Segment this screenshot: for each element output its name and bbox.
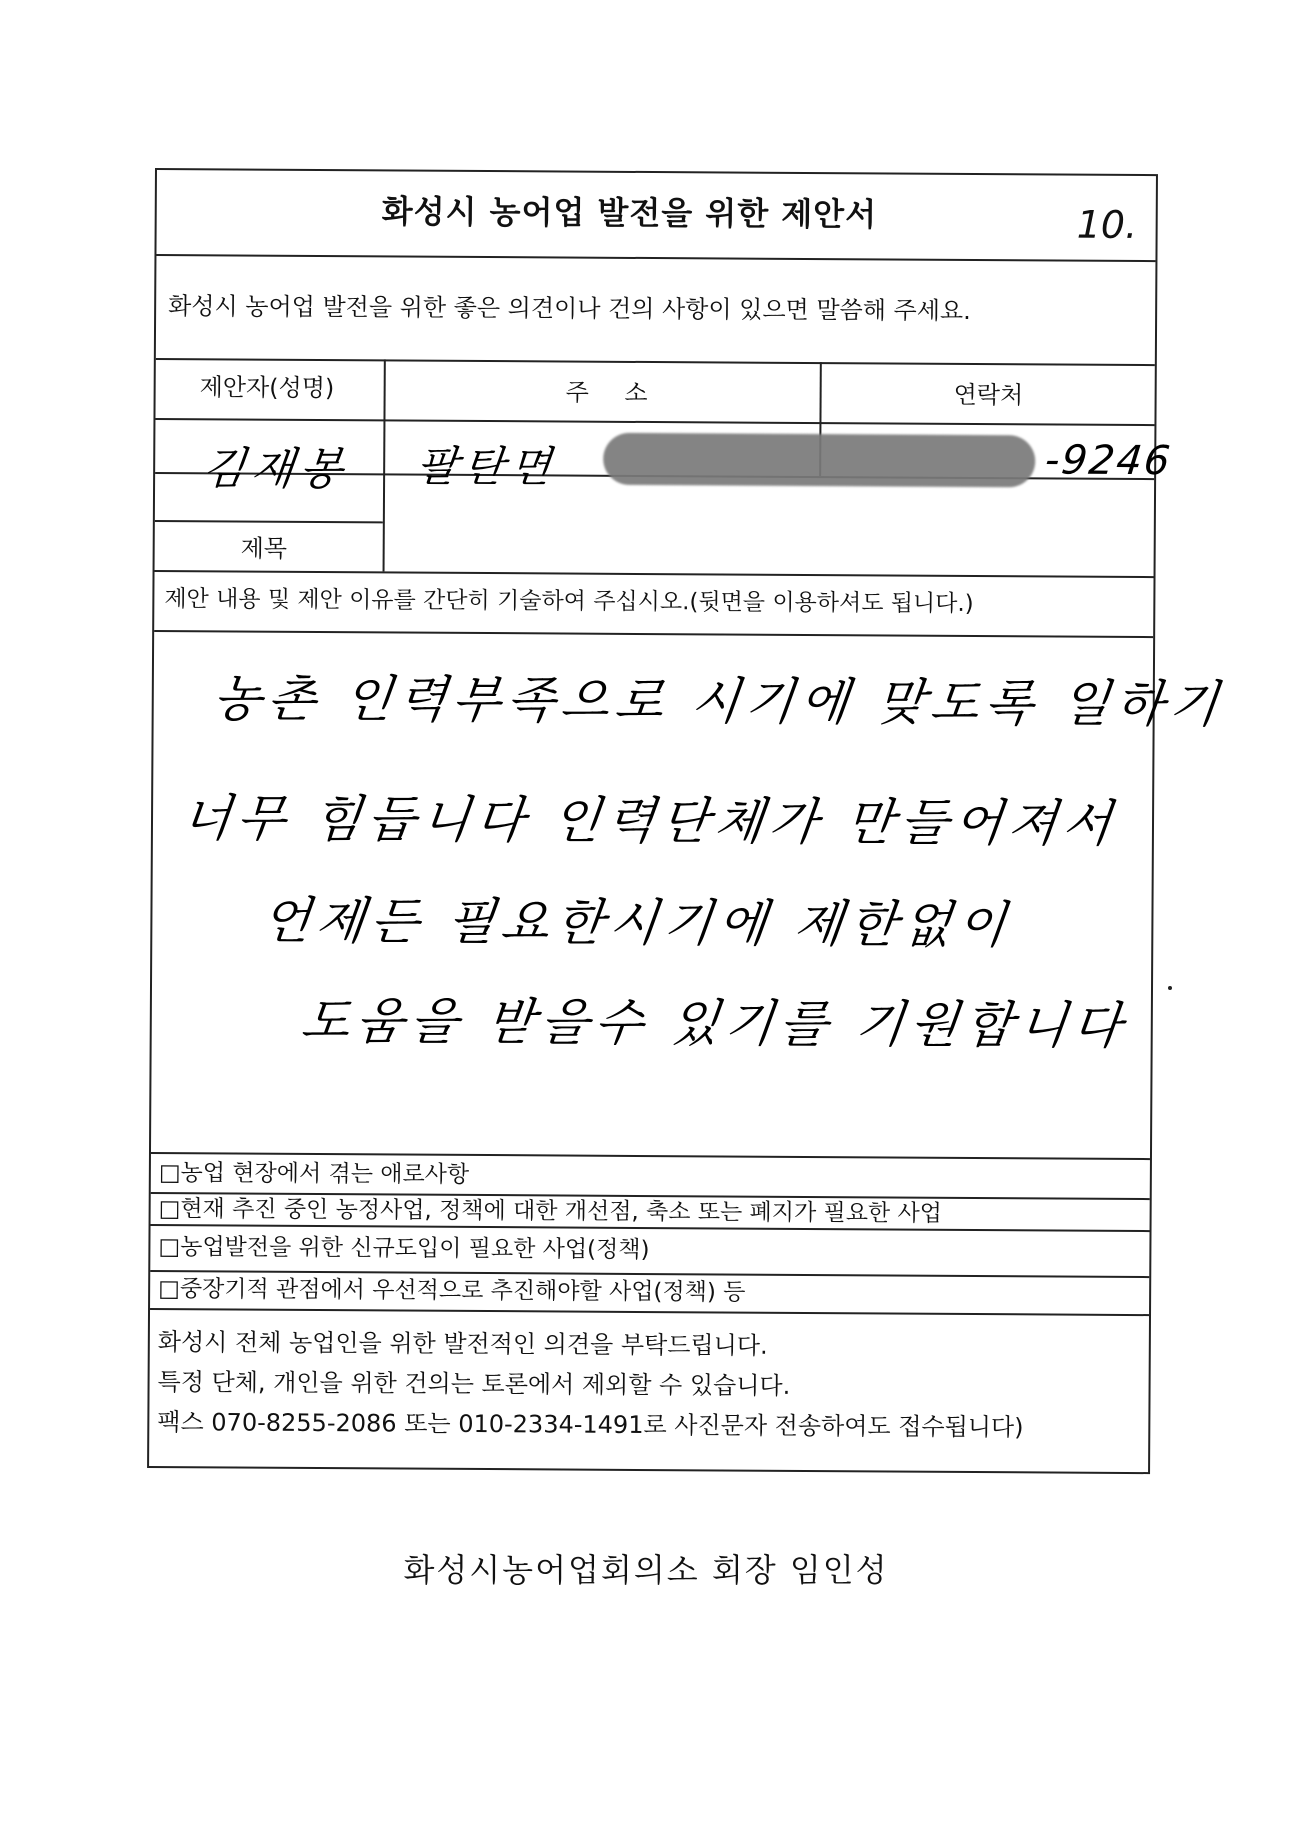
rule [155,570,1154,578]
header-address: 주 소 [565,378,662,408]
proposal-line: 농촌 인력부족으로 시기에 맞도록 일하기 [210,669,1228,734]
form-title: 화성시 농어업 발전을 위한 제안서 [381,192,878,234]
checklist-item: □농업발전을 위한 신규도입이 필요한 사업(정책) [158,1234,650,1264]
rule [155,418,1154,426]
proposal-line: 너무 힘듭니다 인력단체가 만들어져서 [179,789,1121,853]
redaction-mark [603,433,1035,488]
rule [156,254,1155,262]
handwritten-address: 팔탄면 [414,441,560,492]
rule [151,1152,1150,1160]
note-line: 특정 단체, 개인을 위한 건의는 토론에서 제외할 수 있습니다. [157,1368,791,1400]
note-line: 화성시 전체 농업인을 위한 발전적인 의견을 부탁드립니다. [157,1328,768,1360]
column-divider [383,359,386,571]
rule [151,1224,1150,1232]
stray-mark [1168,986,1172,990]
proposal-line: 언제든 필요한시기에 제한없이 [258,891,1015,955]
form-number: 10. [1076,202,1138,247]
header-proposer: 제안자(성명) [199,373,335,403]
proposal-form [147,168,1228,1474]
checklist-item: □농업 현장에서 겪는 애로사항 [158,1160,470,1188]
rule [155,520,383,523]
note-line: 팩스 070-8255-2086 또는 010-2334-1491로 사진문자 전송하여도 접수됩니다) [157,1408,1024,1442]
handwritten-contact: -9246 [1042,437,1175,485]
rule [150,1308,1149,1316]
header-subject: 제목 [240,534,288,563]
checklist-item: □중장기적 관점에서 우선적으로 추진해야할 사업(정책) 등 [158,1276,746,1306]
checklist-item: □현재 추진 중인 농정사업, 정책에 대한 개선점, 축소 또는 폐지가 필요한 사업 [158,1196,943,1227]
signature-line: 화성시농어업회의소 회장 임인성 [403,1551,889,1589]
proposal-line: 도움을 받을수 있기를 기원합니다 [298,991,1131,1055]
handwritten-name: 김재봉 [199,443,352,496]
rule [156,358,1155,366]
form-intro: 화성시 농어업 발전을 위한 좋은 의견이나 건의 사항이 있으면 말씀해 주세요. [168,292,971,325]
header-contact: 연락처 [953,380,1024,410]
content-instruction: 제안 내용 및 제안 이유를 간단히 기술하여 주십시오.(뒷면을 이용하셔도 됩니다.) [164,586,974,618]
rule [154,630,1153,638]
